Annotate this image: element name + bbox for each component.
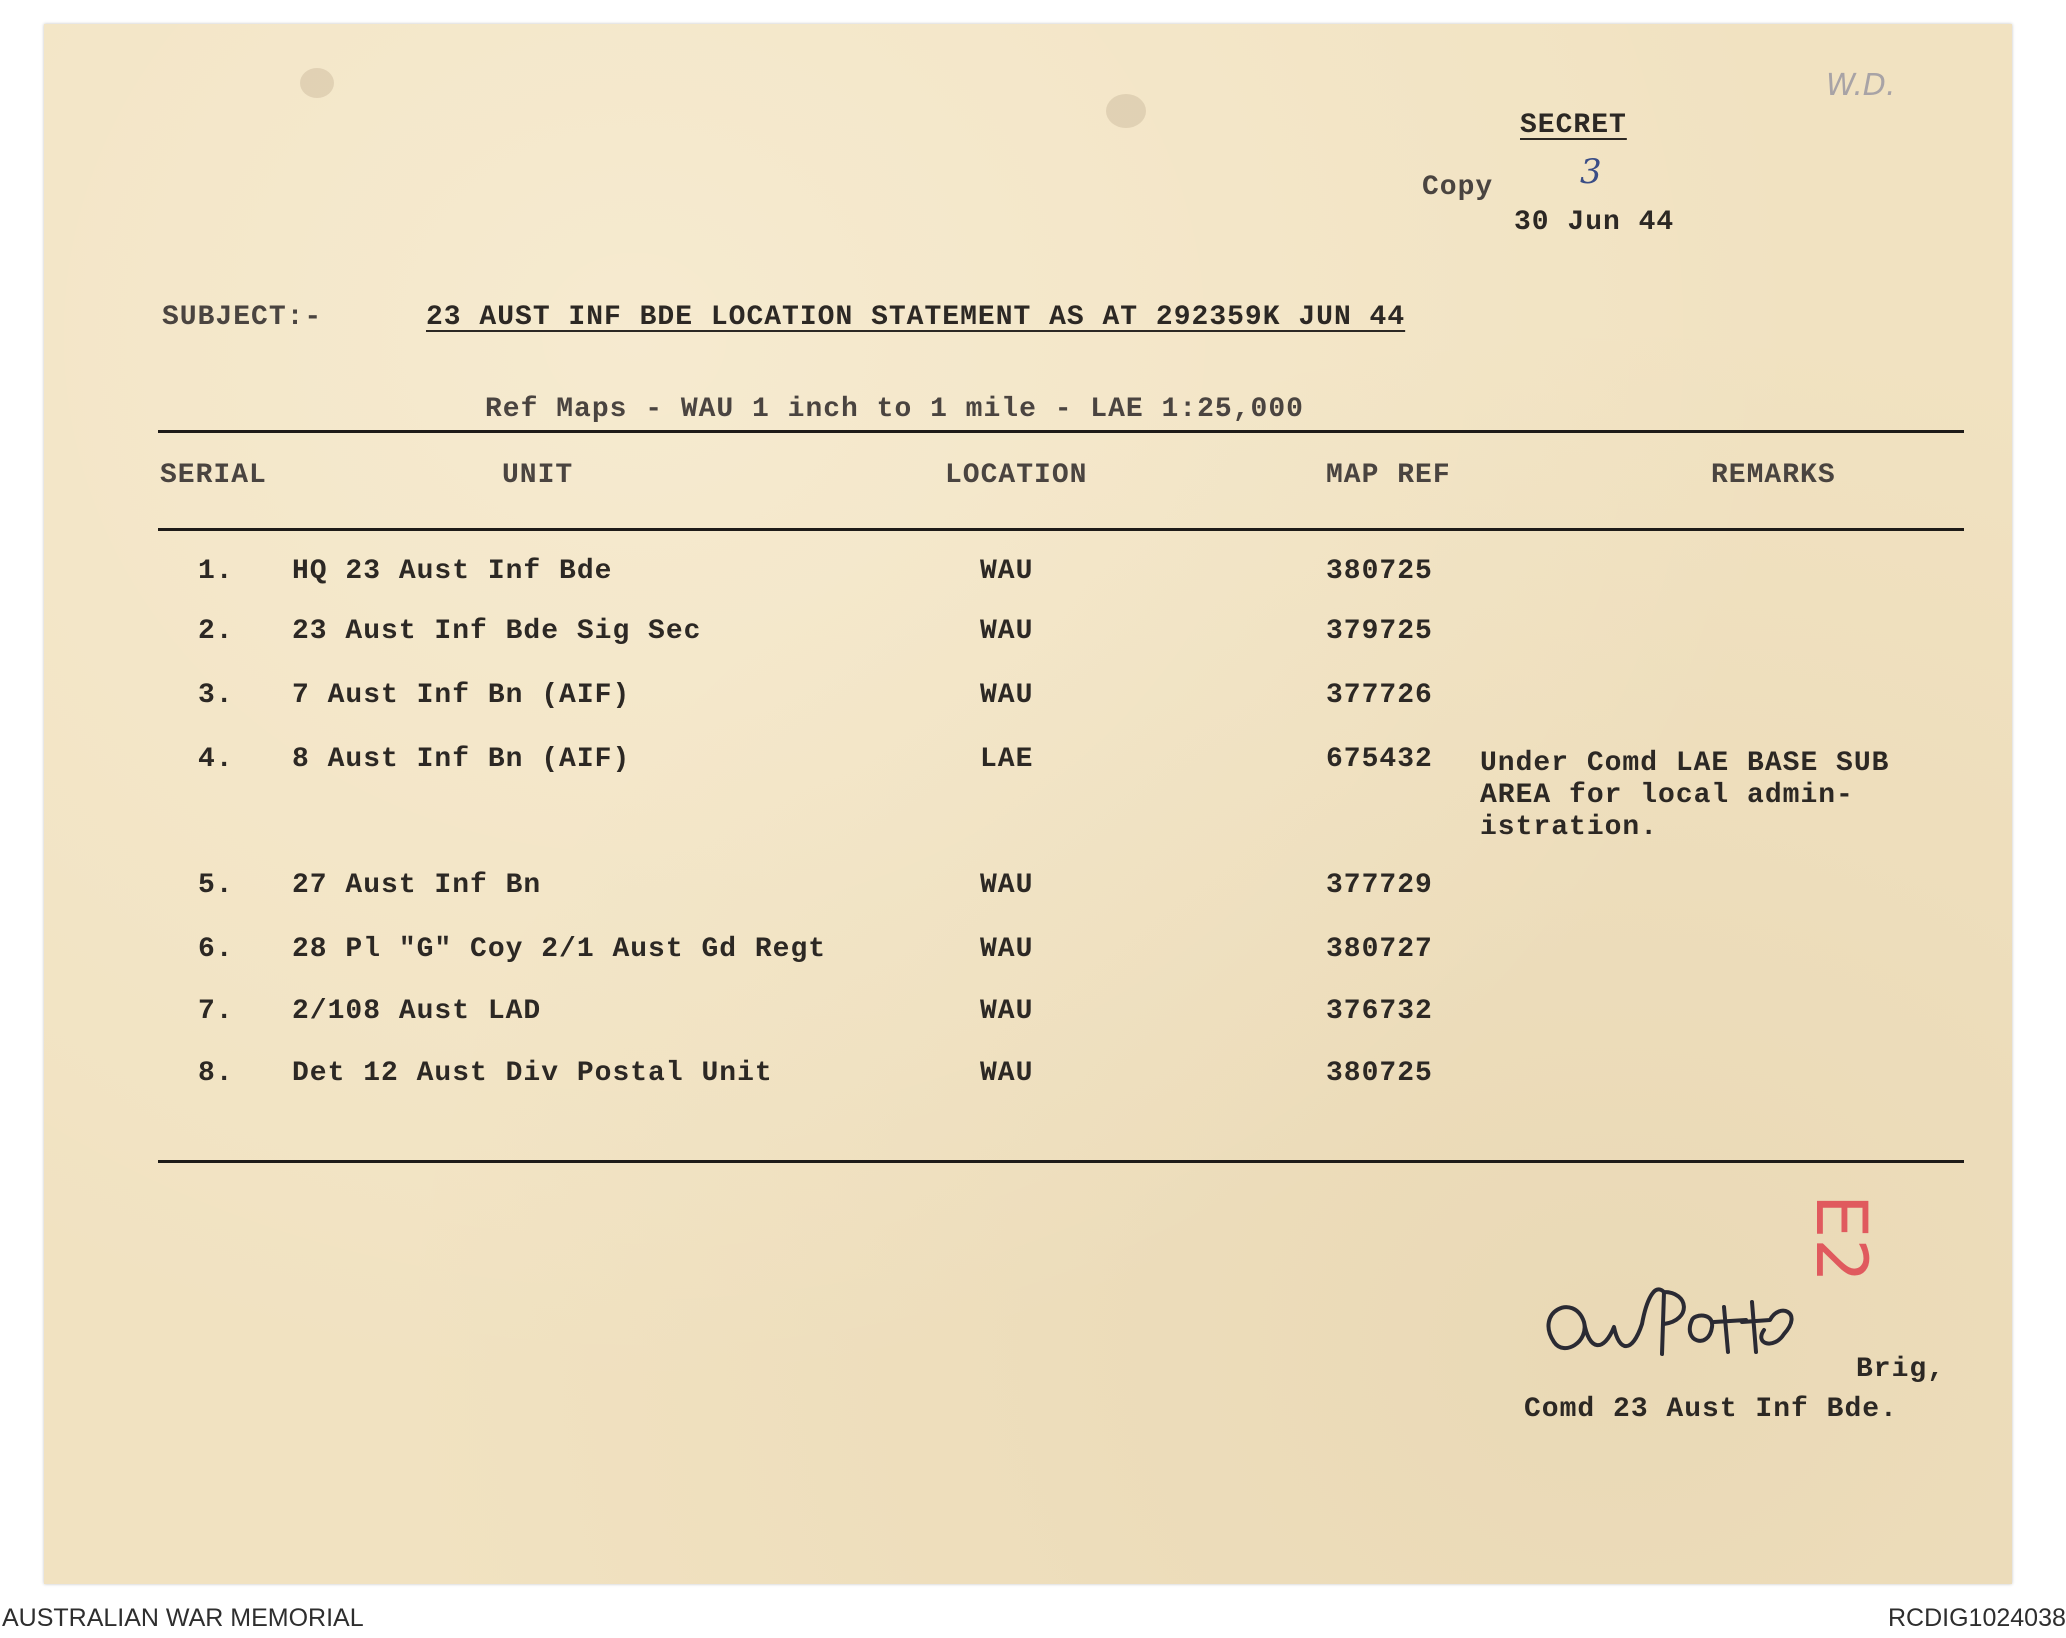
footer-source: AUSTRALIAN WAR MEMORIAL <box>2 1604 364 1632</box>
row-map-ref: 380725 <box>1326 556 1433 587</box>
row-map-ref: 379725 <box>1326 616 1433 647</box>
pencil-note: W.D. <box>1826 68 1896 103</box>
row-serial: 3. <box>198 680 234 711</box>
row-serial: 4. <box>198 744 234 775</box>
ref-maps-line: Ref Maps - WAU 1 inch to 1 mile - LAE 1:25,000 <box>485 394 1304 425</box>
row-serial: 2. <box>198 616 234 647</box>
row-location: WAU <box>980 616 1034 647</box>
row-serial: 5. <box>198 870 234 901</box>
column-header-serial: SERIAL <box>160 460 267 491</box>
column-header-map-ref: MAP REF <box>1326 460 1451 491</box>
row-serial: 6. <box>198 934 234 965</box>
signature-appointment: Comd 23 Aust Inf Bde. <box>1524 1394 1898 1425</box>
copy-number: 3 <box>1580 152 1602 192</box>
row-unit: 7 Aust Inf Bn (AIF) <box>292 680 631 711</box>
signature-image <box>1514 1272 1834 1382</box>
row-location: WAU <box>980 934 1034 965</box>
table-bottom-rule <box>158 1160 1964 1163</box>
row-unit: 27 Aust Inf Bn <box>292 870 542 901</box>
column-header-location: LOCATION <box>945 460 1088 491</box>
row-location: WAU <box>980 996 1034 1027</box>
row-location: LAE <box>980 744 1034 775</box>
row-location: WAU <box>980 556 1034 587</box>
remark-line: Under Comd LAE BASE SUB <box>1480 748 1890 779</box>
document-page <box>44 24 2012 1584</box>
row-unit: HQ 23 Aust Inf Bde <box>292 556 613 587</box>
footer-id: RCDIG1024038 <box>1888 1604 2066 1632</box>
column-header-unit: UNIT <box>502 460 574 491</box>
row-unit: 2/108 Aust LAD <box>292 996 542 1027</box>
staple-hole-left <box>300 68 334 98</box>
signature-rank: Brig, <box>1856 1354 1946 1385</box>
subject-label: SUBJECT:- <box>162 302 323 333</box>
row-map-ref: 380727 <box>1326 934 1433 965</box>
remark-line: AREA for local admin- <box>1480 780 1854 811</box>
row-unit: 28 Pl "G" Coy 2/1 Aust Gd Regt <box>292 934 827 965</box>
row-map-ref: 376732 <box>1326 996 1433 1027</box>
row-serial: 1. <box>198 556 234 587</box>
row-map-ref: 377726 <box>1326 680 1433 711</box>
row-serial: 7. <box>198 996 234 1027</box>
document-date: 30 Jun 44 <box>1514 207 1675 238</box>
subject-title: 23 AUST INF BDE LOCATION STATEMENT AS AT 292359K JUN 44 <box>426 302 1406 333</box>
row-map-ref: 377729 <box>1326 870 1433 901</box>
remark-line: istration. <box>1480 812 1659 843</box>
copy-label: Copy <box>1422 172 1494 203</box>
row-remarks <box>1480 748 1889 844</box>
red-annotation: E2 <box>1800 1194 1882 1283</box>
table-top-rule <box>158 430 1964 433</box>
classification-label: SECRET <box>1520 110 1627 141</box>
row-unit: 23 Aust Inf Bde Sig Sec <box>292 616 702 647</box>
row-location: WAU <box>980 680 1034 711</box>
row-serial: 8. <box>198 1058 234 1089</box>
table-header-rule <box>158 528 1964 531</box>
row-map-ref: 675432 <box>1326 744 1433 775</box>
row-unit: Det 12 Aust Div Postal Unit <box>292 1058 773 1089</box>
staple-hole-right <box>1106 94 1146 128</box>
row-map-ref: 380725 <box>1326 1058 1433 1089</box>
row-location: WAU <box>980 1058 1034 1089</box>
row-unit: 8 Aust Inf Bn (AIF) <box>292 744 631 775</box>
row-location: WAU <box>980 870 1034 901</box>
column-header-remarks: REMARKS <box>1711 460 1836 491</box>
